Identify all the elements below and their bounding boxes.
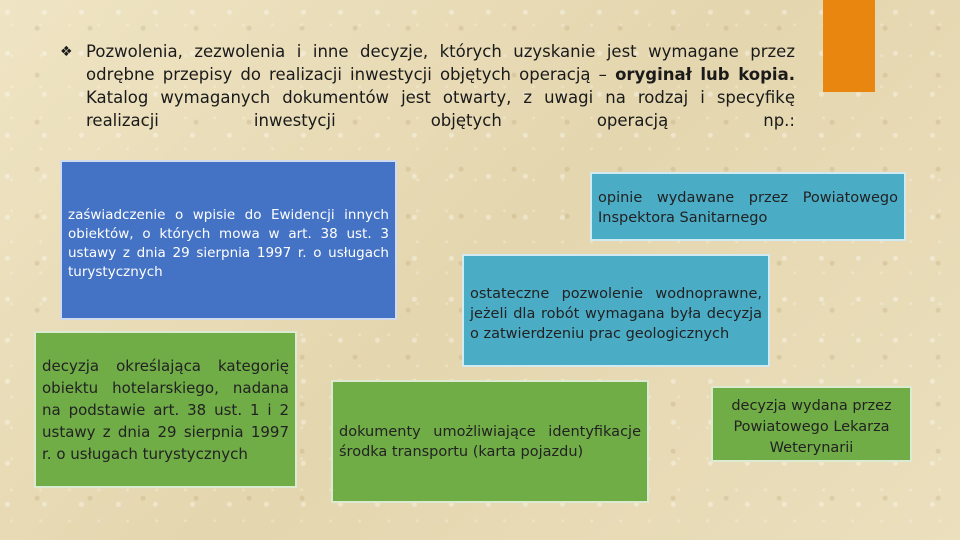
intro-text-normal: Pozwolenia, zezwolenia i inne decyzje, których uzyskanie jest wymagane przez odrębne przepisy do realizacji inwestycji objętych operacją – [86,42,795,84]
box-kategoria-hotelu: decyzja określająca kategorię obiektu hotelarskiego, nadana na podstawie art. 38 ust. 1 i 2 ustawy z dnia 29 sierpnia 1997 r. o usługach turystycznych [34,331,297,488]
box-lekarz-weterynarii: decyzja wydana przez Powiatowego Lekarza Weterynarii [711,386,912,462]
box-karta-pojazdu: dokumenty umożliwiające identyfikacje środka transportu (karta pojazdu) [331,380,649,503]
box-ewidencja: zaświadczenie o wpisie do Ewidencji innych obiektów, o których mowa w art. 38 ust. 3 ustawy z dnia 29 sierpnia 1997 r. o usługach turystycznych [60,160,397,320]
intro-text [60,40,795,132]
intro-text-tail: Katalog wymaganych dokumentów jest otwarty, z uwagi na rodzaj i specyfikę realizacji inwestycji objętych operacją np.: [86,88,795,130]
box-inspektor-sanitarny: opinie wydawane przez Powiatowego Inspektora Sanitarnego [590,172,906,241]
box-pozwolenie-wodnoprawne: ostateczne pozwolenie wodnoprawne, jeżeli dla robót wymagana była decyzja o zatwierdzeniu prac geologicznych [462,254,770,367]
intro-text-bold: oryginał lub kopia. [615,65,795,84]
intro-paragraph [60,40,795,132]
accent-bar [823,0,875,92]
diamond-bullet-icon: ❖ [60,44,73,60]
